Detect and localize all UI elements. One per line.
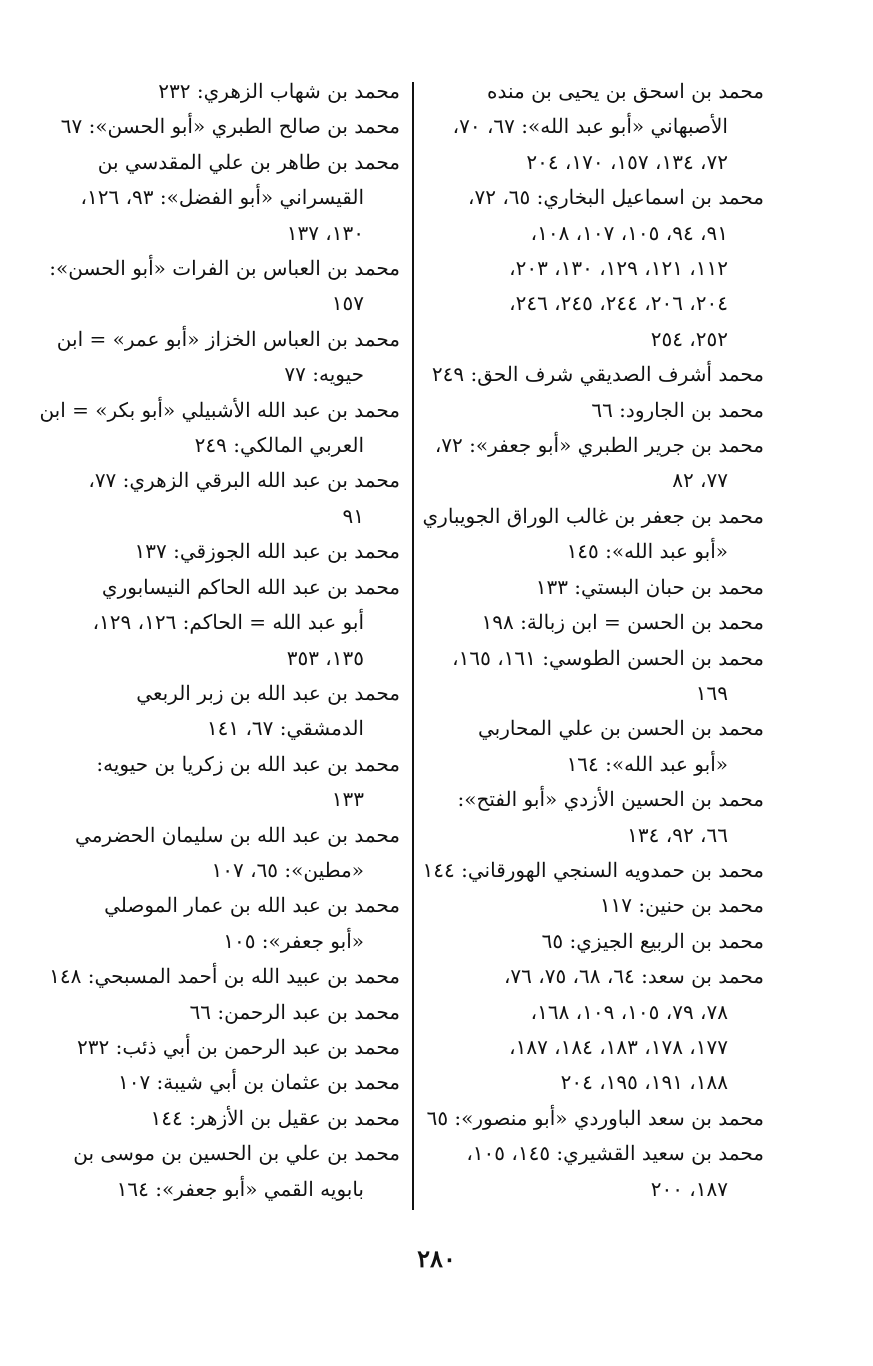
index-entry	[434, 180, 764, 357]
index-entry-line: محمد بن عبد الرحمن: ٦٦	[189, 999, 400, 1024]
index-entry-line: محمد بن العباس الخزاز «أبو عمر» = ابن	[56, 326, 400, 351]
index-entry-line: محمد أشرف الصديقي شرف الحق: ٢٤٩	[431, 362, 764, 387]
index-entry-line: محمد بن صالح الطبري «أبو الحسن»: ٦٧	[60, 114, 400, 139]
left-column	[39, 74, 400, 1207]
index-entry-line: ٩١	[342, 503, 364, 528]
index-entry-line: ٢٠٤، ٢٠٦، ٢٤٤، ٢٤٥، ٢٤٦،	[509, 291, 728, 316]
index-entry	[70, 1065, 400, 1100]
index-entry-line: محمد بن عبد الرحمن بن أبي ذئب: ٢٣٢	[77, 1034, 400, 1059]
index-entry	[434, 782, 764, 853]
index-entry-line: محمد بن حمدويه السنجي الهورقاني: ١٤٤	[422, 857, 764, 882]
index-entry	[434, 74, 764, 180]
index-entry	[70, 74, 400, 109]
index-entry	[70, 570, 400, 676]
index-entry-line: ٦٦، ٩٢، ١٣٤	[627, 822, 728, 847]
index-entry-line: محمد بن حنين: ١١٧	[599, 893, 764, 918]
index-entry-line: محمد بن عبد الله الأشبيلي «أبو بكر» = ابن	[39, 397, 400, 422]
index-entry-line: الأصبهاني «أبو عبد الله»: ٦٧، ٧٠،	[452, 114, 728, 139]
index-entry	[434, 924, 764, 959]
index-entry-line: محمد بن الحسن بن علي المحاربي	[477, 716, 764, 741]
index-entry-line: ١٣٠، ١٣٧	[286, 220, 364, 245]
index-entry-line: حيويه: ٧٧	[284, 362, 364, 387]
index-entry-line: محمد بن سعيد القشيري: ١٤٥، ١٠٥،	[466, 1141, 764, 1166]
index-entry-line: محمد بن عبيد الله بن أحمد المسبحي: ١٤٨	[49, 964, 400, 989]
index-entry-line: ٧٨، ٧٩، ١٠٥، ١٠٩، ١٦٨،	[530, 999, 728, 1024]
index-entry-line: محمد بن عبد الله بن سليمان الحضرمي	[75, 822, 400, 847]
index-entry-line: محمد بن عبد الله بن زكريا بن حيويه:	[96, 751, 400, 776]
index-entry	[422, 499, 764, 570]
index-entry-line: ١٦٩	[695, 680, 728, 705]
index-entry	[39, 393, 400, 464]
index-entry	[434, 711, 764, 782]
index-entry	[434, 888, 764, 923]
index-entry-line: القيسراني «أبو الفضل»: ٩٣، ١٢٦،	[80, 185, 364, 210]
index-entry	[70, 463, 400, 534]
index-entry-line: محمد بن اسماعيل البخاري: ٦٥، ٧٢،	[468, 185, 764, 210]
index-entry-line: ٧٧، ٨٢	[672, 468, 728, 493]
index-entry	[434, 641, 764, 712]
index-entry-line: ٧٢، ١٣٤، ١٥٧، ١٧٠، ٢٠٤	[526, 149, 728, 174]
column-divider	[412, 82, 414, 1210]
index-entry	[70, 747, 400, 818]
index-entry-line: محمد بن جرير الطبري «أبو جعفر»: ٧٢،	[434, 433, 764, 458]
index-entry-line: محمد بن عبد الله الجوزقي: ١٣٧	[134, 539, 400, 564]
index-entry-line: محمد بن شهاب الزهري: ٢٣٢	[158, 79, 400, 103]
index-entry-line: محمد بن عبد الله بن عمار الموصلي	[104, 893, 400, 918]
index-entry-line: محمد بن عبد الله البرقي الزهري: ٧٧،	[88, 468, 400, 493]
index-entry-line: محمد بن علي بن الحسين بن موسى بن	[73, 1141, 400, 1166]
index-entry-line: العربي المالكي: ٢٤٩	[194, 433, 364, 458]
index-entry-line: «أبو عبد الله»: ١٦٤	[566, 751, 728, 776]
index-entry-line: ١٥٧	[331, 291, 364, 316]
index-entry-line: محمد بن الحسن الطوسي: ١٦١، ١٦٥،	[452, 645, 764, 670]
right-column	[422, 74, 764, 1207]
index-entry-line: محمد بن اسحق بن يحيى بن منده	[486, 79, 764, 103]
index-entry	[70, 534, 400, 569]
index-entry-line: محمد بن الحسين الأزدي «أبو الفتح»:	[457, 787, 764, 812]
index-entry-line: ١١٢، ١٢١، ١٢٩، ١٣٠، ٢٠٣،	[509, 256, 728, 281]
index-entry	[70, 145, 400, 251]
index-entry-line: محمد بن عبد الله بن زبر الربعي	[136, 680, 400, 705]
index-entry-line: ١٣٥، ٣٥٣	[286, 645, 364, 670]
index-entry-line: بابويه القمي «أبو جعفر»: ١٦٤	[116, 1176, 364, 1201]
index-entry-line: محمد بن عبد الله الحاكم النيسابوري	[101, 574, 400, 599]
index-entry-line: محمد بن عثمان بن أبي شيبة: ١٠٧	[117, 1070, 400, 1095]
index-entry-line: ٩١، ٩٤، ١٠٥، ١٠٧، ١٠٨،	[530, 220, 728, 245]
index-entry	[434, 1136, 764, 1207]
page-number: ٢٨٠	[417, 1244, 456, 1273]
index-entry	[70, 1136, 400, 1207]
index-entry	[434, 393, 764, 428]
index-entry	[70, 676, 400, 747]
index-entry	[70, 1030, 400, 1065]
index-entry-line: ١٨٨، ١٩١، ١٩٥، ٢٠٤	[560, 1070, 728, 1095]
index-entry	[60, 109, 400, 144]
index-entry	[434, 959, 764, 1101]
index-entry-line: محمد بن الحسن = ابن زبالة: ١٩٨	[481, 610, 764, 635]
index-entry	[434, 428, 764, 499]
index-entry-line: ١٨٧، ٢٠٠	[650, 1176, 728, 1201]
index-entry-line: «أبو عبد الله»: ١٤٥	[566, 539, 728, 564]
index-entry-line: محمد بن طاهر بن علي المقدسي بن	[97, 149, 400, 174]
index-entry	[434, 605, 764, 640]
index-entry	[70, 995, 400, 1030]
index-entry-line: محمد بن جعفر بن غالب الوراق الجويباري	[422, 503, 764, 528]
index-entry-line: محمد بن حبان البستي: ١٣٣	[535, 574, 764, 599]
index-entry	[431, 357, 764, 392]
index-entry	[70, 1101, 400, 1136]
index-entry-line: أبو عبد الله = الحاكم: ١٢٦، ١٢٩،	[92, 610, 364, 635]
index-entry-line: محمد بن الربيع الجيزي: ٦٥	[541, 928, 764, 953]
index-entry-line: «أبو جعفر»: ١٠٥	[223, 928, 364, 953]
index-entry	[49, 251, 400, 322]
index-entry-line: محمد بن سعد: ٦٤، ٦٨، ٧٥، ٧٦،	[503, 964, 764, 989]
index-entry	[70, 818, 400, 889]
index-entry-line: محمد بن العباس بن الفرات «أبو الحسن»:	[49, 256, 400, 281]
index-entry	[434, 570, 764, 605]
index-entry-line: ١٧٧، ١٧٨، ١٨٣، ١٨٤، ١٨٧،	[509, 1034, 728, 1059]
index-entry-line: محمد بن سعد الباوردي «أبو منصور»: ٦٥	[426, 1105, 764, 1130]
index-entry	[426, 1101, 764, 1136]
index-entry-line: محمد بن الجارود: ٦٦	[591, 397, 764, 422]
index-entry-line: «مطين»: ٦٥، ١٠٧	[211, 857, 364, 882]
index-entry-line: ٢٥٢، ٢٥٤	[650, 326, 728, 351]
index-entry	[56, 322, 400, 393]
index-entry-line: الدمشقي: ٦٧، ١٤١	[206, 716, 364, 741]
index-entry	[49, 959, 400, 994]
index-entry-line: ١٣٣	[331, 787, 364, 812]
index-entry-line: محمد بن عقيل بن الأزهر: ١٤٤	[150, 1105, 400, 1130]
index-entry	[70, 888, 400, 959]
index-entry	[422, 853, 764, 888]
